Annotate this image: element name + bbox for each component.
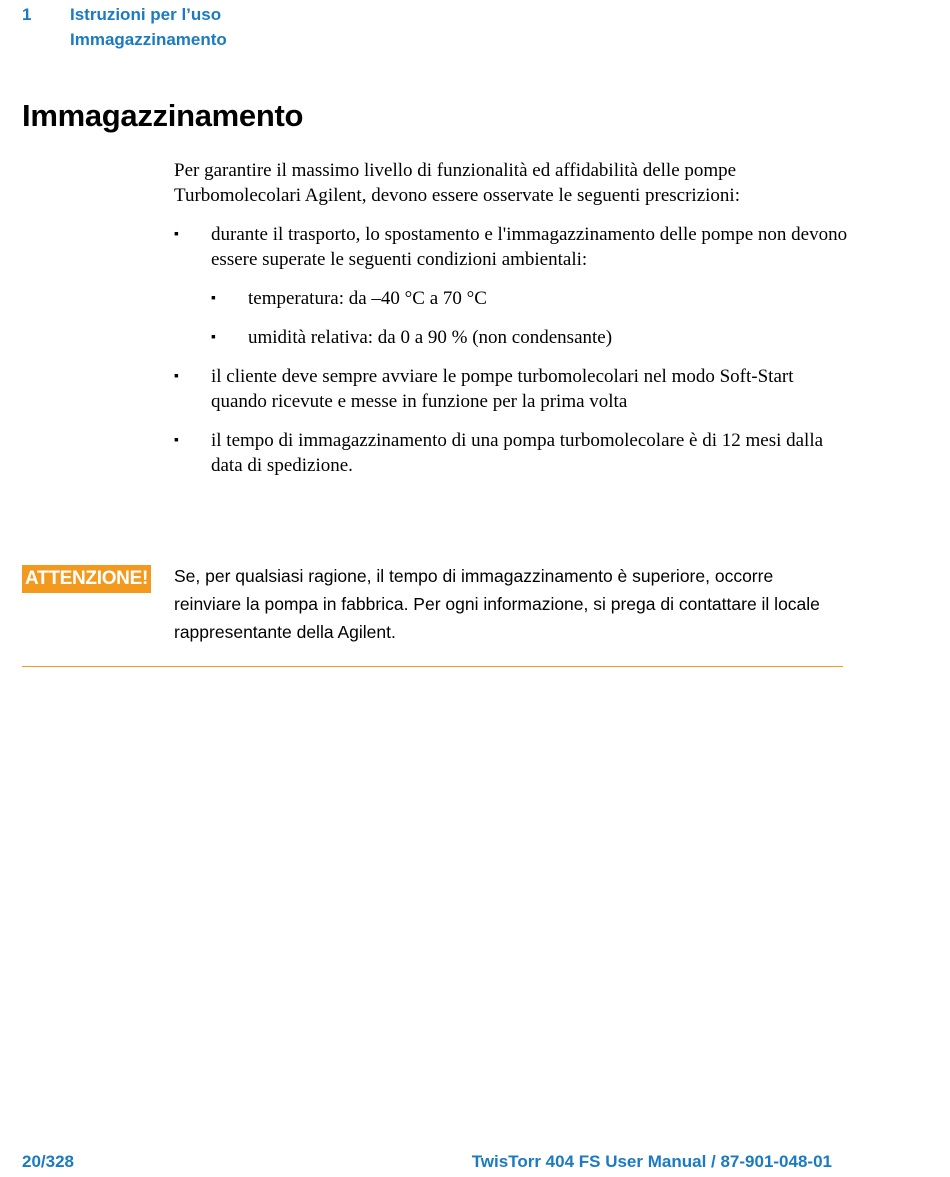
running-section-title: Immagazzinamento: [70, 30, 227, 49]
running-header-chapter: [22, 2, 422, 27]
list-item-text: il tempo di immagazzinamento di una pompa turbomolecolare è di 12 mesi dalla data di spedizione.: [211, 430, 824, 476]
bullet-icon: ▪: [211, 291, 216, 306]
bullet-icon: ▪: [174, 369, 179, 384]
chapter-number: 1: [22, 5, 32, 24]
list-item-text: durante il trasporto, lo spostamento e l'immagazzinamento delle pompe non devono essere superate le seguenti condizioni ambientali:: [211, 224, 848, 270]
caution-divider: [22, 666, 843, 667]
manual-reference: TwisTorr 404 FS User Manual / 87-901-048-01: [471, 1152, 832, 1171]
sub-list-item-text: umidità relativa: da 0 a 90 % (non condensante): [248, 327, 613, 348]
running-header-section: [22, 27, 422, 52]
sub-list-item: [211, 325, 854, 350]
list-item-text: il cliente deve sempre avviare le pompe turbomolecolari nel modo Soft-Start quando ricevute e messe in funzione per la prima volta: [211, 366, 794, 412]
bullet-icon: ▪: [174, 433, 179, 448]
sub-list-item: [211, 286, 854, 311]
caution-badge: ATTENZIONE!: [22, 565, 151, 593]
list-item: [174, 222, 854, 350]
bullet-icon: ▪: [174, 227, 179, 242]
requirements-list: [174, 222, 854, 478]
running-header: [22, 2, 422, 52]
list-item: [174, 364, 854, 414]
conditions-sublist: [211, 286, 854, 350]
page-number: 20/328: [22, 1152, 74, 1171]
sub-list-item-text: temperatura: da –40 °C a 70 °C: [248, 288, 487, 309]
caution-text: Se, per qualsiasi ragione, il tempo di immagazzinamento è superiore, occorre reinviare la pompa in fabbrica. Per ogni informazione, si prega di contattare il locale rappresentante della Agilent.: [174, 566, 820, 642]
page-title: Immagazzinamento: [22, 98, 304, 133]
list-item: [174, 428, 854, 478]
body-content: [174, 158, 854, 478]
bullet-icon: ▪: [211, 330, 216, 345]
chapter-title: Istruzioni per l’uso: [70, 5, 222, 24]
intro-paragraph: Per garantire il massimo livello di funzionalità ed affidabilità delle pompe Turbomolecolari Agilent, devono essere osservate le seguenti prescrizioni:: [174, 160, 740, 206]
